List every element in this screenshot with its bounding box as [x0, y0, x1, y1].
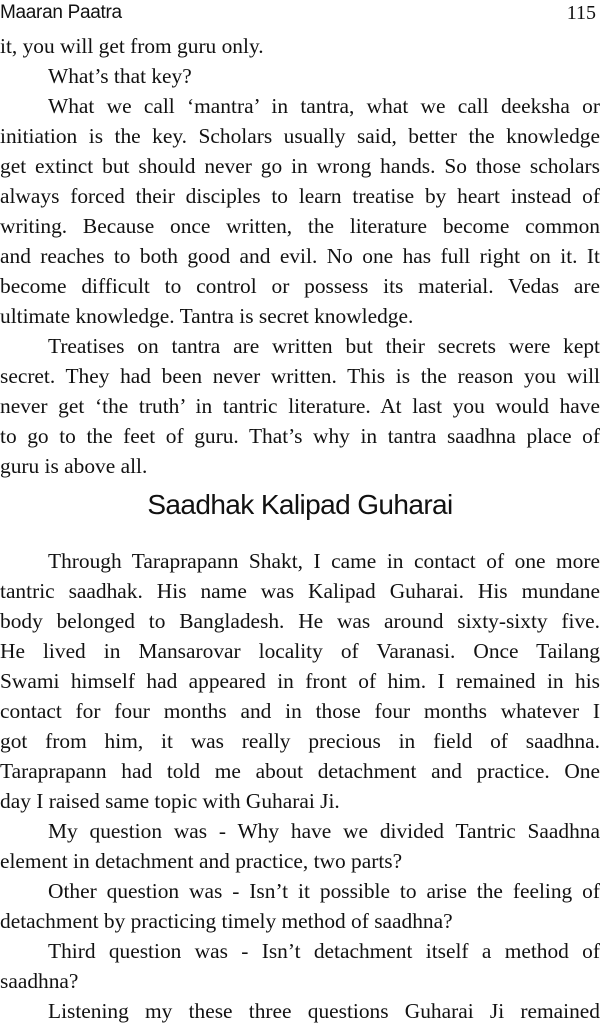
text-line: He lived in Mansarovar locality of Varanasi. Once Tailang — [0, 639, 600, 663]
text-line: guru is above all. — [0, 454, 148, 478]
text-line: saadhna? — [0, 969, 79, 993]
text-line: become difficult to control or possess its material. Vedas are — [0, 274, 600, 298]
text-line: it, you will get from guru only. — [0, 34, 264, 58]
text-line: tantric saadhak. His name was Kalipad Guharai. His mundane — [0, 579, 600, 603]
text-line: element in detachment and practice, two parts? — [0, 849, 403, 873]
text-line: initiation is the key. Scholars usually said, better the knowledge — [0, 124, 600, 148]
text-line: Taraprapann had told me about detachment and practice. One — [0, 759, 600, 783]
text-line: body belonged to Bangladesh. He was around sixty-sixty five. — [0, 609, 600, 633]
text-line: secret. They had been never written. This is the reason you will — [0, 364, 600, 388]
text-line: Other question was - Isn’t it possible to arise the feeling of — [48, 879, 600, 903]
text-line: day I raised same topic with Guharai Ji. — [0, 789, 340, 813]
text-line: Third question was - Isn’t detachment itself a method of — [48, 939, 600, 963]
body-text-block-1 — [0, 31, 600, 481]
body-text-block-2 — [0, 546, 600, 1023]
text-line: writing. Because once written, the literature become common — [0, 214, 600, 238]
text-line: get extinct but should never go in wrong hands. So those scholars — [0, 154, 600, 178]
page-number: 115 — [566, 2, 596, 24]
text-line: My question was - Why have we divided Tantric Saadhna — [48, 819, 600, 843]
text-line: to go to the feet of guru. That’s why in tantra saadhna place of — [0, 424, 600, 448]
text-line: Treatises on tantra are written but their secrets were kept — [48, 334, 600, 358]
text-line: contact for four months and in those four months whatever I — [0, 699, 600, 723]
text-line: Listening my these three questions Guharai Ji remained — [48, 999, 600, 1023]
chapter-title: Maaran Paatra — [0, 2, 122, 23]
text-line: ultimate knowledge. Tantra is secret knowledge. — [0, 304, 414, 328]
text-line: always forced their disciples to learn treatise by heart instead of — [0, 184, 600, 208]
text-line: Through Taraprapann Shakt, I came in contact of one more — [48, 549, 600, 573]
text-line: never get ‘the truth’ in tantric literature. At last you would have — [0, 394, 600, 418]
text-line: What we call ‘mantra’ in tantra, what we call deeksha or — [48, 94, 600, 118]
text-line: and reaches to both good and evil. No one has full right on it. It — [0, 244, 600, 268]
text-line: Swami himself had appeared in front of him. I remained in his — [0, 669, 600, 693]
section-heading: Saadhak Kalipad Guharai — [147, 489, 453, 520]
text-line: got from him, it was really precious in field of saadhna. — [0, 729, 600, 753]
text-line: What’s that key? — [48, 64, 192, 88]
running-head — [0, 0, 600, 30]
text-line: detachment by practicing timely method of saadhna? — [0, 909, 453, 933]
